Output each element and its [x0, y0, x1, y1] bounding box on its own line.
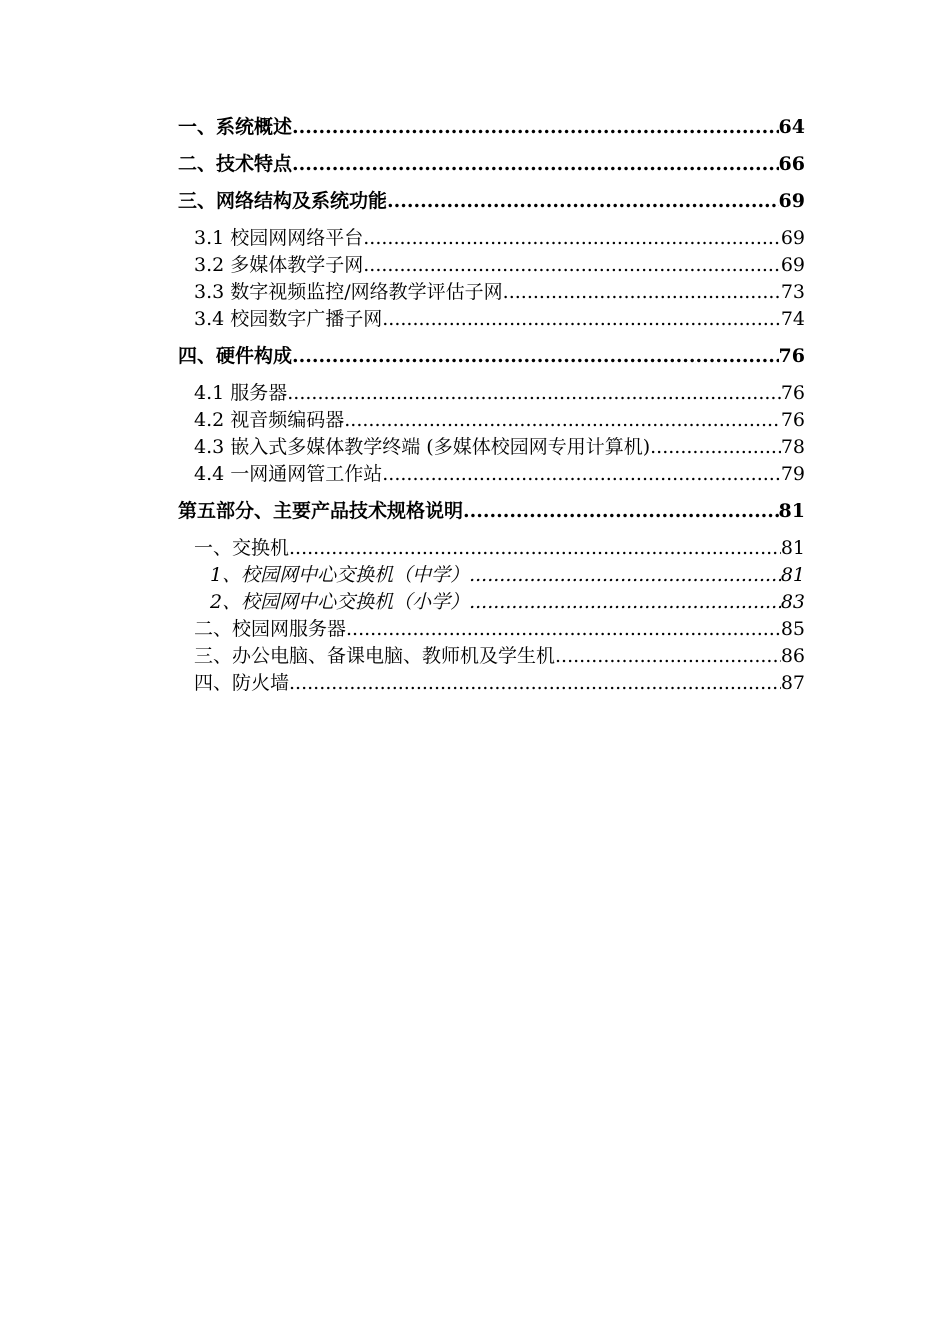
toc-leader-dots: [469, 589, 781, 616]
toc-entry-page: 69: [780, 254, 805, 276]
toc-entry-page: 69: [778, 190, 805, 212]
toc-entry-label: 4.1 服务器: [194, 382, 288, 404]
toc-subsubentry[interactable]: [178, 589, 805, 616]
toc-entry-label: 第五部分、主要产品技术规格说明: [178, 500, 464, 522]
toc-leader-dots: [292, 343, 779, 370]
toc-entry-label: 4.3 嵌入式多媒体教学终端 (多媒体校园网专用计算机): [194, 436, 651, 458]
toc-leader-dots: [346, 616, 781, 643]
toc-subentry[interactable]: [178, 434, 805, 461]
toc-leader-dots: [363, 252, 781, 279]
toc-entry-label: 4.4 一网通网管工作站: [194, 463, 383, 485]
toc-entry-label: 1、校园网中心交换机（中学）: [210, 564, 470, 586]
toc-leader-dots: [292, 114, 779, 141]
toc-entry-page: 73: [780, 281, 805, 303]
toc-entry-page: 74: [780, 308, 805, 330]
toc-entry-page: 81: [780, 564, 805, 586]
toc-leader-dots: [503, 279, 781, 306]
toc-entry-page: 66: [778, 153, 805, 175]
toc-entry[interactable]: [178, 188, 805, 215]
toc-entry-page: 85: [780, 618, 805, 640]
toc-entry-page: 69: [780, 227, 805, 249]
toc-entry-page: 79: [780, 463, 805, 485]
toc-leader-dots: [289, 535, 781, 562]
toc-subentry[interactable]: [178, 225, 805, 252]
toc-subentry[interactable]: [178, 380, 805, 407]
toc-entry-page: 76: [780, 409, 805, 431]
toc-subentry[interactable]: [178, 407, 805, 434]
toc-subentry[interactable]: [178, 306, 805, 333]
toc-leader-dots: [469, 562, 781, 589]
toc-entry[interactable]: [178, 114, 805, 141]
toc-entry-label: 一、系统概述: [178, 116, 293, 138]
toc-subentry[interactable]: [178, 252, 805, 279]
toc-entry-label: 四、防火墙: [194, 672, 290, 694]
toc-entry-page: 76: [778, 345, 805, 367]
toc-leader-dots: [555, 643, 781, 670]
toc-entry-page: 86: [780, 645, 805, 667]
toc-entry[interactable]: [178, 151, 805, 178]
toc-leader-dots: [287, 380, 781, 407]
toc-entry[interactable]: [178, 343, 805, 370]
toc-entry-label: 2、校园网中心交换机（小学）: [210, 591, 470, 613]
toc-leader-dots: [344, 407, 781, 434]
toc-subentry[interactable]: [178, 616, 805, 643]
toc-leader-dots: [382, 461, 781, 488]
toc-entry-label: 二、技术特点: [178, 153, 293, 175]
toc-leader-dots: [292, 151, 779, 178]
toc-subentry[interactable]: [178, 670, 805, 697]
table-of-contents: [178, 114, 805, 697]
toc-subentry[interactable]: [178, 643, 805, 670]
toc-entry-label: 四、硬件构成: [178, 345, 293, 367]
toc-entry-label: 三、网络结构及系统功能: [178, 190, 388, 212]
toc-entry-label: 4.2 视音频编码器: [194, 409, 345, 431]
toc-subentry[interactable]: [178, 535, 805, 562]
toc-entry-page: 81: [778, 500, 805, 522]
toc-subentry[interactable]: [178, 461, 805, 488]
toc-leader-dots: [387, 188, 779, 215]
toc-subentry[interactable]: [178, 279, 805, 306]
toc-leader-dots: [289, 670, 781, 697]
toc-leader-dots: [382, 306, 781, 333]
toc-entry-page: 78: [780, 436, 805, 458]
toc-entry-label: 3.4 校园数字广播子网: [194, 308, 383, 330]
toc-entry-page: 83: [780, 591, 805, 613]
toc-entry-label: 一、交换机: [194, 537, 290, 559]
toc-entry[interactable]: [178, 498, 805, 525]
toc-leader-dots: [463, 498, 779, 525]
toc-entry-label: 二、校园网服务器: [194, 618, 347, 640]
toc-leader-dots: [650, 434, 781, 461]
toc-entry-label: 3.1 校园网网络平台: [194, 227, 364, 249]
toc-entry-page: 64: [778, 116, 805, 138]
toc-entry-page: 76: [780, 382, 805, 404]
toc-entry-label: 3.3 数字视频监控/网络教学评估子网: [194, 281, 503, 303]
toc-entry-page: 81: [780, 537, 805, 559]
toc-entry-page: 87: [780, 672, 805, 694]
toc-subsubentry[interactable]: [178, 562, 805, 589]
toc-leader-dots: [363, 225, 781, 252]
toc-entry-label: 3.2 多媒体教学子网: [194, 254, 364, 276]
toc-entry-label: 三、办公电脑、备课电脑、教师机及学生机: [194, 645, 556, 667]
